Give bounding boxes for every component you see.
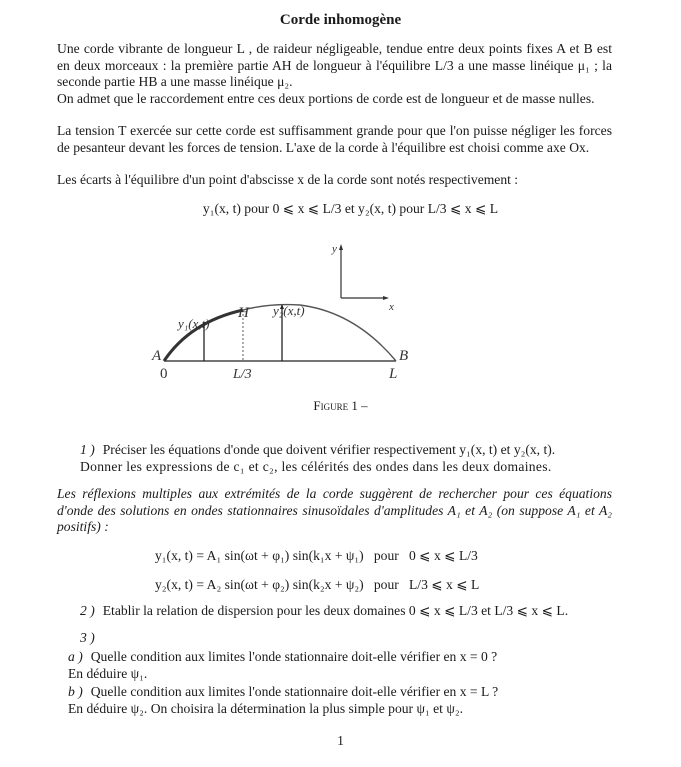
equation-2: y₂(x, t) = A₂ sin(ωt + φ₂) sin(k₂x + ψ₂) pour L/3 ⩽ x ⩽ L xyxy=(155,577,480,592)
page-number: 1 xyxy=(337,733,344,748)
intro-paragraph-4: Les écarts à l'équilibre d'un point d'abscisse x de la corde sont notés respectivement : xyxy=(57,172,519,187)
point-B-label: B xyxy=(399,348,409,364)
question-2-text: Etablir la relation de dispersion pour les deux domaines 0 ⩽ x ⩽ L/3 et L/3 ⩽ x ⩽ L. xyxy=(102,603,569,618)
question-3a-label: a ) xyxy=(68,649,83,664)
question-1-text: Préciser les équations d'onde que doivent vérifier respectivement y₁(x, t) et y₂(x, t). xyxy=(102,442,556,457)
equation-1: y₁(x, t) = A₁ sin(ωt + φ₁) sin(k₁x + ψ₁) pour 0 ⩽ x ⩽ L/3 xyxy=(155,548,478,563)
question-3a xyxy=(68,649,497,665)
question-1 xyxy=(80,442,555,458)
notation-line: y₁(x, t) pour 0 ⩽ x ⩽ L/3 et y₂(x, t) pour L/3 ⩽ x ⩽ L xyxy=(202,201,499,216)
point-H-label: H xyxy=(238,305,249,321)
figure-caption xyxy=(0,398,681,414)
italic-paragraph: Les réflexions multiples aux extrémités de la corde suggèrent de rechercher pour ces équations d'onde des solutions en ondes stationnaires sinusoïdales d'amplitudes A₁ et A₂ (on suppose A₁ et A₂ positifs) : xyxy=(57,486,612,534)
question-3a-text: Quelle condition aux limites l'onde stationnaire doit-elle vérifier en x = 0 ? xyxy=(90,649,498,664)
end-L-label: L xyxy=(389,366,398,382)
intro-paragraph-3: La tension T exercée sur cette corde est suffisamment grande pour que l'on puisse négliger les forces de pesanteur devant les forces de tension. L'axe de la corde à l'équilibre est choisi comme axe Ox. xyxy=(57,123,612,155)
y-axis-arrow-icon xyxy=(339,244,343,250)
x-axis-arrow-icon xyxy=(383,296,389,300)
origin-label: 0 xyxy=(160,366,168,382)
question-2-number: 2 ) xyxy=(80,603,95,618)
question-3b xyxy=(68,684,498,700)
question-3b-label: b ) xyxy=(68,684,83,699)
question-1-subtext: Donner les expressions de c₁ et c₂, les célérités des ondes dans les deux domaines. xyxy=(80,459,552,474)
intro-paragraph-1: Une corde vibrante de longueur L , de raideur négligeable, tendue entre deux points fixes A et B est en deux morceaux : la première partie AH de longueur à l'équilibre L/3 a une masse linéique μ₁ ; la seconde partie HB a une masse linéique μ₂. xyxy=(57,41,612,89)
figure-caption-dash: – xyxy=(357,398,368,413)
question-3-number: 3 ) xyxy=(80,630,95,645)
question-3a-follow: En déduire ψ₁. xyxy=(68,666,148,681)
axis-y-label: y xyxy=(332,243,337,255)
y1-label: y₁(x,t) xyxy=(178,316,210,331)
page-title: Corde inhomogène xyxy=(279,12,402,28)
axis-x-label: x xyxy=(389,301,394,313)
string-figure xyxy=(140,232,430,422)
third-label: L/3 xyxy=(233,367,252,382)
string-segment-HB xyxy=(243,305,396,361)
question-1-number: 1 ) xyxy=(80,442,95,457)
question-3b-text: Quelle condition aux limites l'onde stationnaire doit-elle vérifier en x = L ? xyxy=(90,684,499,699)
figure-caption-label: Figure 1 xyxy=(313,398,358,413)
intro-paragraph-2: On admet que le raccordement entre ces deux portions de corde est de longueur et de masse nulles. xyxy=(57,91,595,106)
y2-label: y₂(x,t) xyxy=(273,303,305,318)
question-2 xyxy=(80,603,568,619)
question-3b-follow: En déduire ψ₂. On choisira la détermination la plus simple pour ψ₁ et ψ₂. xyxy=(68,701,463,716)
point-A-label: A xyxy=(152,348,162,364)
